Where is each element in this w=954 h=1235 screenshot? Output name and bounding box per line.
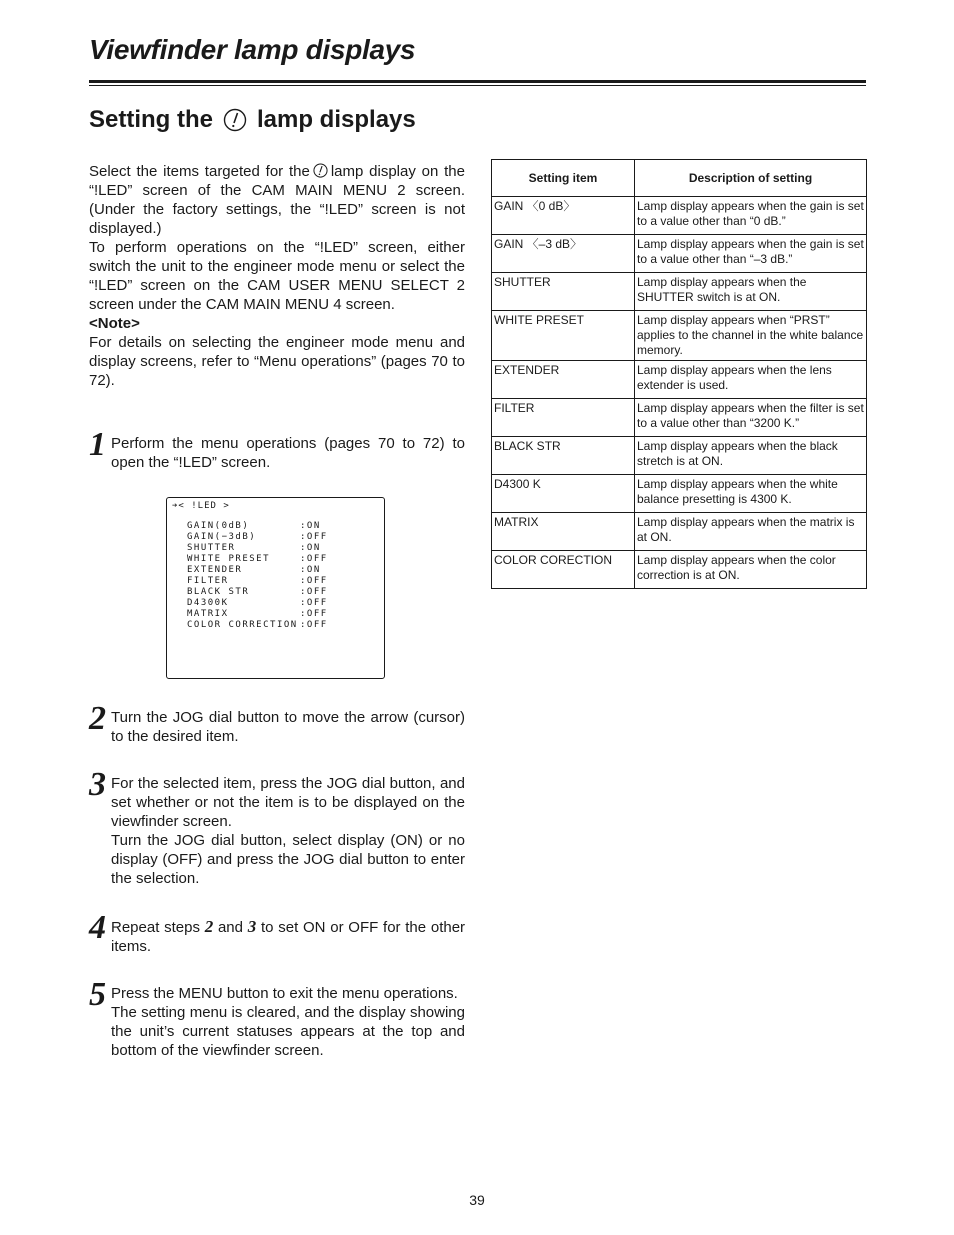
table-row [492,197,867,235]
page-title: Viewfinder lamp displays [89,34,416,65]
screen-row [187,554,328,565]
screen-row [187,543,328,554]
column-header-setting-item: Setting item [492,160,635,197]
step-text: For the selected item, press the JOG dial button, and set whether or not the item is to be displayed on the viewfinder screen. [111,775,465,830]
screen-row-value: :OFF [300,598,328,608]
step-3 [89,766,465,888]
intro-paragraph-1: Select the items targeted for the lamp display on the “!LED” screen of the CAM MAIN MENU 2 screen. (Under the factory settings, the “!LED” screen is not displayed.) [89,163,465,237]
screen-row-value: :OFF [300,620,328,630]
table-row [492,273,867,311]
exclamation-circle-icon [223,108,247,132]
step-4 [89,909,466,956]
table-row [492,437,867,475]
screen-row-value: :ON [300,543,321,553]
screen-header: ➔< !LED > [172,501,230,511]
note-text: For details on selecting the engineer mode menu and display screens, refer to “Menu operations” (pages 70 to 72). [89,334,465,389]
intro-text [89,162,465,390]
screen-row [187,521,328,532]
section-heading-post: lamp displays [257,106,416,133]
step-number: 1 [89,426,106,463]
setting-item-cell: FILTER [492,399,635,437]
screen-row-label: FILTER [187,576,229,586]
screen-row-label: COLOR CORRECTION [187,620,298,630]
setting-item-cell: BLACK STR [492,437,635,475]
step-number: 5 [89,976,106,1013]
screen-row [187,609,328,620]
description-cell: Lamp display appears when “PRST” applies to the channel in the white balance memory. [635,311,867,361]
step-number: 3 [89,766,106,803]
screen-row-value: :OFF [300,532,328,542]
section-heading-pre: Setting the [89,106,213,133]
table-row [492,235,867,273]
screen-row [187,532,328,543]
screen-row-label: BLACK STR [187,587,250,597]
exclamation-circle-icon [313,163,328,178]
step-text-continued: Turn the JOG dial button, select display (ON) or no display (OFF) and press the JOG dial button to enter the selection. [111,832,465,887]
screen-row-value: :OFF [300,609,328,619]
screen-row [187,598,328,609]
step-number: 2 [89,700,106,737]
description-cell: Lamp display appears when the SHUTTER switch is at ON. [635,273,867,311]
column-header-description: Description of setting [635,160,867,197]
screen-row-value: :ON [300,565,321,575]
screen-row-label: GAIN(0dB) [187,521,250,531]
description-cell: Lamp display appears when the gain is set to a value other than “0 dB.” [635,197,867,235]
screen-rows [187,521,328,631]
screen-row [187,576,328,587]
table-body [492,197,867,589]
setting-item-cell: WHITE PRESET [492,311,635,361]
description-cell: Lamp display appears when the gain is set to a value other than “–3 dB.” [635,235,867,273]
title-rule [89,80,866,83]
table-row [492,513,867,551]
setting-item-cell: GAIN 〈0 dB〉 [492,197,635,235]
description-cell: Lamp display appears when the color correction is at ON. [635,551,867,589]
screen-row-label: MATRIX [187,609,229,619]
setting-item-cell: D4300 K [492,475,635,513]
section-heading [89,106,416,134]
step-5 [89,976,465,1060]
setting-item-cell: EXTENDER [492,361,635,399]
screen-row-label: EXTENDER [187,565,243,575]
title-rule-thin [89,85,866,86]
screen-row-label: WHITE PRESET [187,554,271,564]
step-text: Press the MENU button to exit the menu operations. [111,985,458,1002]
description-cell: Lamp display appears when the matrix is at ON. [635,513,867,551]
screen-row-value: :OFF [300,587,328,597]
table-row [492,399,867,437]
setting-item-cell: GAIN 〈–3 dB〉 [492,235,635,273]
screen-row [187,620,328,631]
setting-item-cell: COLOR CORECTION [492,551,635,589]
page-number: 39 [469,1192,485,1208]
table-row [492,551,867,589]
step-text-continued: The setting menu is cleared, and the display showing the unit’s current statuses appears at the top and bottom of the viewfinder screen. [111,1004,465,1059]
step-text: Perform the menu operations (pages 70 to 72) to open the “!LED” screen. [111,435,465,471]
table-row [492,361,867,399]
screen-row [187,565,328,576]
screen-row-value: :OFF [300,576,328,586]
screen-row [187,587,328,598]
setting-item-cell: SHUTTER [492,273,635,311]
settings-table [491,159,867,589]
screen-row-value: :ON [300,521,321,531]
description-cell: Lamp display appears when the black stretch is at ON. [635,437,867,475]
description-cell: Lamp display appears when the lens extender is used. [635,361,867,399]
screen-row-label: GAIN(−3dB) [187,532,257,542]
intro-paragraph-2: To perform operations on the “!LED” screen, either switch the unit to the engineer mode menu or select the “!LED” screen on the CAM USER MENU SELECT 2 screen under the CAM MAIN MENU 4 screen. [89,239,465,313]
step-ref: 2 [204,917,214,936]
step-ref: 3 [247,917,257,936]
table-row [492,475,867,513]
step-1 [89,426,465,472]
screen-row-label: D4300K [187,598,229,608]
note-label: <Note> [89,315,140,332]
description-cell: Lamp display appears when the filter is set to a value other than “3200 K.” [635,399,867,437]
screen-row-value: :OFF [300,554,328,564]
table-row [492,311,867,361]
setting-item-cell: MATRIX [492,513,635,551]
screen-row-label: SHUTTER [187,543,236,553]
step-text: Repeat steps 2 and 3 to set ON or OFF for the other items. [111,917,466,955]
description-cell: Lamp display appears when the white balance presetting is 4300 K. [635,475,867,513]
step-text: Turn the JOG dial button to move the arrow (cursor) to the desired item. [111,709,465,745]
step-number: 4 [89,909,106,946]
led-menu-screen [166,497,385,679]
step-2 [89,700,465,746]
